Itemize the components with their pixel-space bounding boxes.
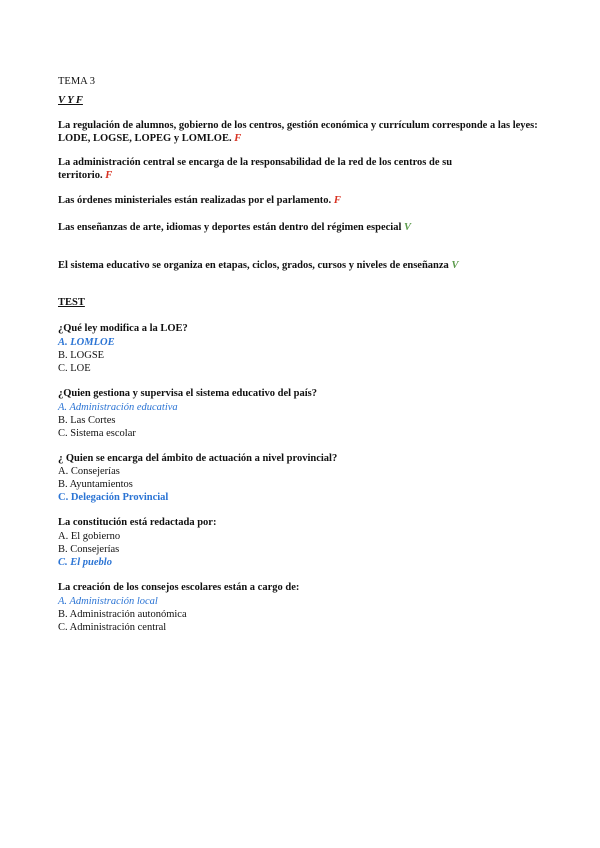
answer-option: C. El pueblo	[58, 557, 112, 568]
option: C. LOE	[58, 363, 91, 374]
question-5: La creación de los consejos escolares están a cargo de:	[58, 582, 300, 593]
option: C. Sistema escolar	[58, 428, 136, 439]
question-2: ¿Quien gestiona y supervisa el sistema educativo del país?	[58, 388, 318, 399]
statement-4	[58, 221, 411, 234]
answer-option: A. Administración educativa	[58, 402, 178, 413]
option: B. LOGSE	[58, 350, 105, 361]
statement-text: El sistema educativo se organiza en etapas, ciclos, grados, cursos y niveles de enseñanza	[58, 260, 449, 271]
statement-text: Las órdenes ministeriales están realizadas por el parlamento.	[58, 195, 332, 206]
statement-1	[58, 119, 548, 145]
question-1: ¿Qué ley modifica a la LOE?	[58, 323, 188, 334]
answer-option: A. LOMLOE	[58, 337, 115, 348]
statement-5	[58, 259, 458, 272]
question-4: La constitución está redactada por:	[58, 517, 217, 528]
option: B. Ayuntamientos	[58, 479, 133, 490]
false-mark: F	[105, 170, 113, 181]
true-mark: V	[451, 260, 459, 271]
option: C. Administración central	[58, 622, 167, 633]
test-heading: TEST	[58, 297, 85, 308]
option: A. El gobierno	[58, 531, 121, 542]
false-mark: F	[234, 133, 242, 144]
option: B. Las Cortes	[58, 415, 116, 426]
option: A. Consejerías	[58, 466, 120, 477]
answer-option: C. Delegación Provincial	[58, 492, 169, 503]
option: B. Consejerías	[58, 544, 120, 555]
true-mark: V	[404, 222, 412, 233]
vf-heading: V Y F	[58, 95, 83, 106]
statement-text: Las enseñanzas de arte, idiomas y deportes están dentro del régimen especial	[58, 222, 402, 233]
option: B. Administración autonómica	[58, 609, 187, 620]
statement-text: La administración central se encarga de la responsabilidad de la red de los centros de su territorio.	[58, 157, 453, 181]
false-mark: F	[333, 195, 341, 206]
statement-3	[58, 194, 341, 207]
statement-2	[58, 156, 488, 182]
theme-title: TEMA 3	[58, 76, 96, 87]
question-3: ¿ Quien se encarga del ámbito de actuación a nivel provincial?	[58, 453, 338, 464]
answer-option: A. Administración local	[58, 596, 158, 607]
statement-text: La regulación de alumnos, gobierno de los centros, gestión económica y currículum corresponde a las leyes: LODE, LOGSE, LOPEG y LOMLOE.	[58, 120, 538, 144]
